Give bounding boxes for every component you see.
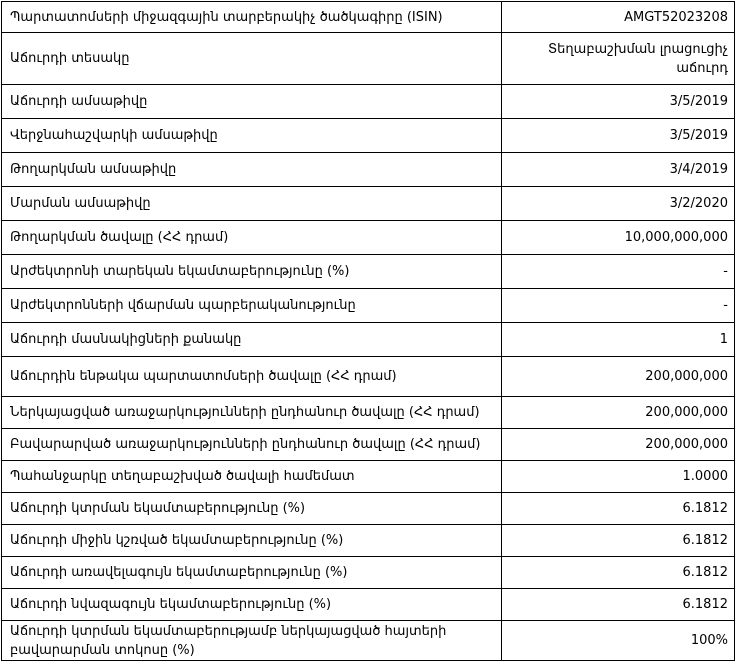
row-value: 6.1812	[502, 557, 735, 589]
row-value: 100%	[502, 621, 735, 661]
row-label: Պարտատոմսերի միջազգային տարբերակիչ ծածկագիրը (ISIN)	[2, 2, 502, 33]
table-row	[2, 2, 735, 33]
row-label: Աճուրդի միջին կշռված եկամտաբերությունը (%)	[2, 525, 502, 557]
row-label: Աճուրդին ենթակա պարտատոմսերի ծավալը (ՀՀ դրամ)	[2, 357, 502, 397]
table-row	[2, 557, 735, 589]
row-value: 6.1812	[502, 589, 735, 621]
table-row	[2, 289, 735, 323]
auction-results-table	[1, 1, 735, 661]
table-row	[2, 621, 735, 661]
row-label: Վերջնահաշվարկի ամսաթիվը	[2, 119, 502, 153]
row-label: Աճուրդի կտրման եկամտաբերությունը (%)	[2, 493, 502, 525]
row-value: 1	[502, 323, 735, 357]
row-label: Արժեկտրոնի տարեկան եկամտաբերությունը (%)	[2, 255, 502, 289]
table-row	[2, 187, 735, 221]
row-value: 3/5/2019	[502, 119, 735, 153]
table-row	[2, 153, 735, 187]
row-label: Աճուրդի մասնակիցների քանակը	[2, 323, 502, 357]
row-value: 1.0000	[502, 461, 735, 493]
row-value: -	[502, 255, 735, 289]
table-row	[2, 323, 735, 357]
row-value: 200,000,000	[502, 397, 735, 429]
table-row	[2, 119, 735, 153]
table-row	[2, 85, 735, 119]
row-label: Մարման ամսաթիվը	[2, 187, 502, 221]
row-value: 6.1812	[502, 525, 735, 557]
table-row	[2, 255, 735, 289]
row-label: Աճուրդի նվազագույն եկամտաբերությունը (%)	[2, 589, 502, 621]
row-label: Աճուրդի առավելագույն եկամտաբերությունը (%)	[2, 557, 502, 589]
row-value: 3/5/2019	[502, 85, 735, 119]
table-row	[2, 33, 735, 85]
table-row	[2, 221, 735, 255]
row-label: Ներկայացված առաջարկությունների ընդհանուր ծավալը (ՀՀ դրամ)	[2, 397, 502, 429]
table-row	[2, 493, 735, 525]
table-row	[2, 397, 735, 429]
row-value: 3/2/2020	[502, 187, 735, 221]
table-row	[2, 357, 735, 397]
row-value: 200,000,000	[502, 357, 735, 397]
row-value: -	[502, 289, 735, 323]
row-label: Աճուրդի կտրման եկամտաբերությամբ ներկայացված հայտերի բավարարման տոկոսը (%)	[2, 621, 502, 661]
row-value: 3/4/2019	[502, 153, 735, 187]
row-value: 200,000,000	[502, 429, 735, 461]
row-label: Բավարարված առաջարկությունների ընդհանուր ծավալը (ՀՀ դրամ)	[2, 429, 502, 461]
row-label: Թողարկման ծավալը (ՀՀ դրամ)	[2, 221, 502, 255]
row-label: Աճուրդի ամսաթիվը	[2, 85, 502, 119]
row-label: Թողարկման ամսաթիվը	[2, 153, 502, 187]
table-row	[2, 525, 735, 557]
row-label: Պահանջարկը տեղաբաշխված ծավալի համեմատ	[2, 461, 502, 493]
row-value: 10,000,000,000	[502, 221, 735, 255]
table-row	[2, 429, 735, 461]
table-row	[2, 461, 735, 493]
row-label: Արժեկտրոնների վճարման պարբերականությունը	[2, 289, 502, 323]
table-row	[2, 589, 735, 621]
row-value: Տեղաբաշխման լրացուցիչ աճուրդ	[502, 33, 735, 85]
row-value: 6.1812	[502, 493, 735, 525]
row-value: AMGT52023208	[502, 2, 735, 33]
row-label: Աճուրդի տեսակը	[2, 33, 502, 85]
